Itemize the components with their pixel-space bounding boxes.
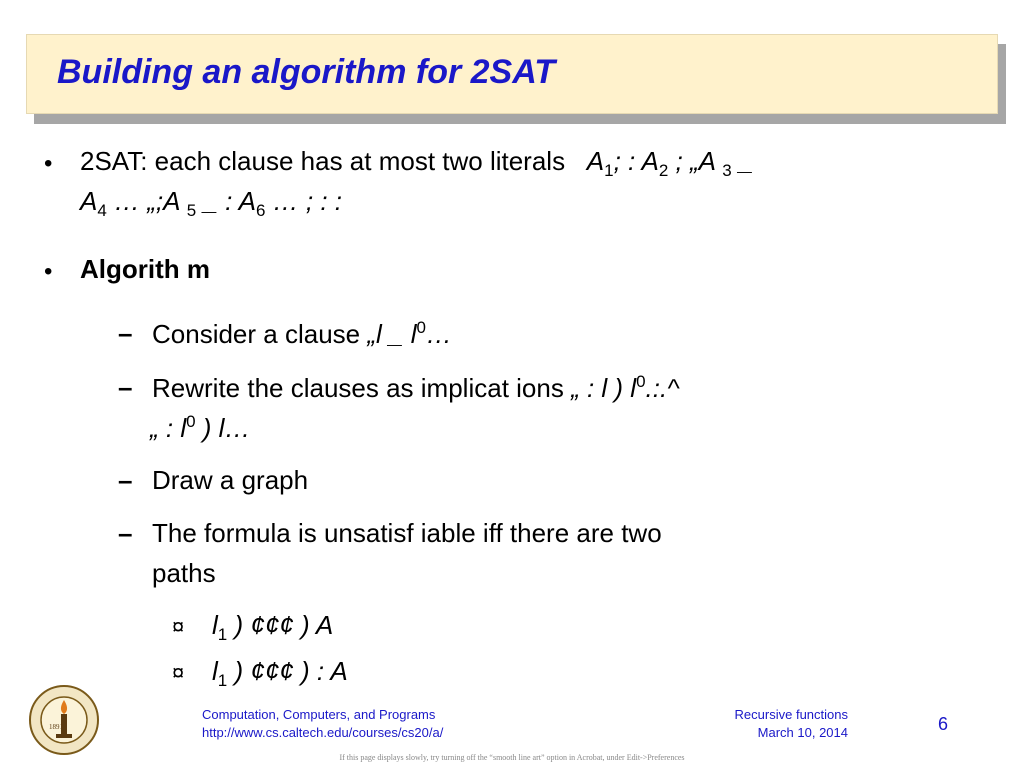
slide-title: Building an algorithm for 2SAT — [57, 53, 556, 91]
footer-right — [735, 706, 848, 742]
bullet-dot: • — [44, 258, 53, 285]
page-number: 6 — [938, 714, 949, 734]
sub-bullet-marker: ¤ — [172, 660, 185, 685]
bullet-1-line-1: 2SAT: each clause has at most two literals $A_1$; : $A_2$ ; „A $_3$ _ — [80, 146, 754, 180]
dash-marker: – — [118, 465, 133, 495]
path-1-line: $l_1$ ) ¢¢¢ ) A — [212, 610, 334, 644]
title-box — [26, 34, 998, 114]
dash-4-line-1: The formula is unsatisf iable iff there are two — [152, 518, 662, 548]
course-name: Computation, Computers, and Programs — [202, 707, 436, 722]
footer-left — [202, 706, 443, 742]
lecture-topic: Recursive functions — [734, 707, 848, 722]
caltech-seal-icon — [28, 684, 100, 756]
path-2-line: $l_1$ ) ¢¢¢ ) : A — [212, 656, 348, 690]
dash-4-line-2: paths — [152, 558, 216, 588]
dash-2-line-1: Rewrite the clauses as implicat ions „ : l ) $l^0.:.\^{}$ — [152, 372, 680, 403]
acrobat-note: If this page displays slowly, try turning off the “smooth line art” option in Acrobat, under Edit->Preferences — [339, 753, 685, 762]
dash-marker: – — [118, 518, 133, 548]
dash-3-line: Draw a graph — [152, 465, 309, 495]
lecture-date: March 10, 2014 — [757, 725, 848, 740]
sub-bullet-marker: ¤ — [172, 614, 185, 639]
dash-1-line: Consider a clause „l _ $l^0\dots$ — [152, 318, 452, 349]
dash-marker: – — [118, 318, 133, 348]
svg-text:1891: 1891 — [49, 723, 63, 731]
bullet-1-text: 2SAT: each clause has at most two literals — [80, 146, 566, 176]
dash-2-line-2: „ : $l^0$ ) l… — [150, 412, 251, 443]
dash-marker: – — [118, 372, 133, 402]
bullet-1-line-2: $A_4$ … „;A $_5$ _ : $A_6$ … ; : : — [80, 186, 342, 220]
bullet-2-heading: Algorith m — [80, 254, 210, 284]
course-url-link[interactable]: http://www.cs.caltech.edu/courses/cs20/a/ — [202, 725, 444, 740]
bullet-dot: • — [44, 150, 53, 177]
